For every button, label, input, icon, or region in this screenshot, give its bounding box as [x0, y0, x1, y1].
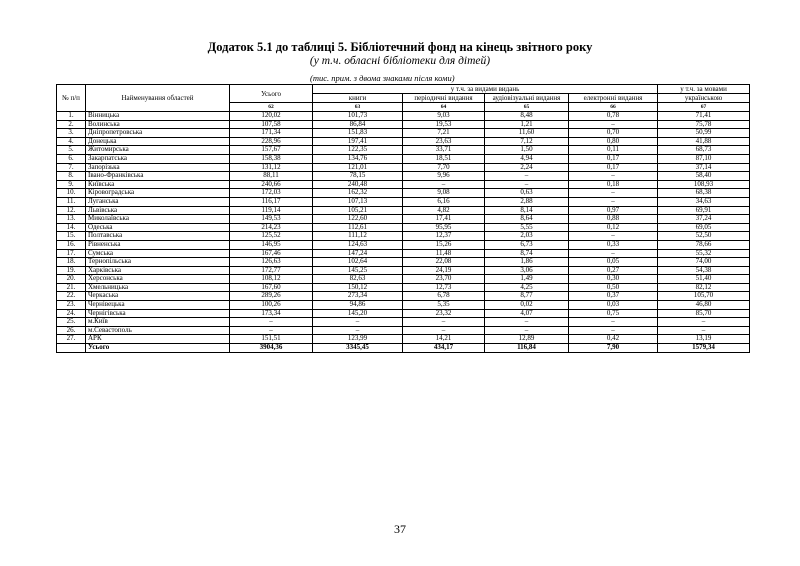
- books-cell: 122,35: [313, 146, 403, 155]
- region-name: Донецька: [86, 137, 230, 146]
- audiovisual-cell: 1,21: [485, 120, 569, 129]
- books-cell: –: [313, 318, 403, 327]
- audiovisual-cell: 1,50: [485, 146, 569, 155]
- total-cell: 100,26: [230, 301, 313, 310]
- books-cell: 240,48: [313, 180, 403, 189]
- row-number: 23.: [57, 301, 86, 310]
- periodicals-cell: 33,71: [403, 146, 485, 155]
- ukrainian-cell: 68,73: [658, 146, 750, 155]
- header-total: Усього: [230, 85, 313, 103]
- books-cell: 150,12: [313, 283, 403, 292]
- periodicals-cell: 23,63: [403, 137, 485, 146]
- electronic-cell: 0,05: [569, 258, 658, 267]
- total-cell: 240,66: [230, 180, 313, 189]
- electronic-cell: 0,80: [569, 137, 658, 146]
- books-cell: 145,25: [313, 266, 403, 275]
- total-ukrainian-cell: 1579,34: [658, 344, 750, 353]
- row-number: 17.: [57, 249, 86, 258]
- audiovisual-cell: –: [485, 326, 569, 335]
- periodicals-cell: 18,51: [403, 154, 485, 163]
- header-by-language: у т.ч. за мовами: [658, 85, 750, 94]
- audiovisual-cell: –: [485, 318, 569, 327]
- header-code: 63: [313, 103, 403, 112]
- row-number: 12.: [57, 206, 86, 215]
- table-row: [57, 240, 750, 249]
- row-number: 19.: [57, 266, 86, 275]
- audiovisual-cell: 7,12: [485, 137, 569, 146]
- total-cell: 158,38: [230, 154, 313, 163]
- audiovisual-cell: 8,48: [485, 112, 569, 121]
- audiovisual-cell: 4,25: [485, 283, 569, 292]
- periodicals-cell: 11,48: [403, 249, 485, 258]
- ukrainian-cell: 46,80: [658, 301, 750, 310]
- periodicals-cell: 9,03: [403, 112, 485, 121]
- periodicals-cell: 12,37: [403, 232, 485, 241]
- total-cell: 107,58: [230, 120, 313, 129]
- header-num: № п/п: [57, 85, 86, 112]
- table-row: [57, 249, 750, 258]
- table-row: [57, 301, 750, 310]
- books-cell: 111,12: [313, 232, 403, 241]
- region-name: Чернівецька: [86, 301, 230, 310]
- electronic-cell: 0,27: [569, 266, 658, 275]
- periodicals-cell: 9,08: [403, 189, 485, 198]
- total-cell: 173,34: [230, 309, 313, 318]
- region-name: Волинська: [86, 120, 230, 129]
- row-number: 11.: [57, 197, 86, 206]
- table-row: [57, 318, 750, 327]
- ukrainian-cell: 58,40: [658, 172, 750, 181]
- ukrainian-cell: 41,88: [658, 137, 750, 146]
- audiovisual-cell: 8,74: [485, 249, 569, 258]
- table-row: [57, 206, 750, 215]
- total-cell: 228,96: [230, 137, 313, 146]
- periodicals-cell: 12,73: [403, 283, 485, 292]
- header-name: Найменування областей: [86, 85, 230, 112]
- audiovisual-cell: 2,03: [485, 232, 569, 241]
- audiovisual-cell: 2,24: [485, 163, 569, 172]
- table-row: [57, 120, 750, 129]
- table-row: [57, 112, 750, 121]
- books-cell: 107,13: [313, 197, 403, 206]
- periodicals-cell: 9,96: [403, 172, 485, 181]
- row-number: 26.: [57, 326, 86, 335]
- books-cell: 273,34: [313, 292, 403, 301]
- books-cell: 124,63: [313, 240, 403, 249]
- books-cell: 102,64: [313, 258, 403, 267]
- region-name: Сумська: [86, 249, 230, 258]
- region-name: Луганська: [86, 197, 230, 206]
- electronic-cell: –: [569, 232, 658, 241]
- books-cell: –: [313, 326, 403, 335]
- page-number: 37: [394, 522, 406, 536]
- region-name: м.Севастополь: [86, 326, 230, 335]
- row-number: 25.: [57, 318, 86, 327]
- row-number: 4.: [57, 137, 86, 146]
- audiovisual-cell: 8,14: [485, 206, 569, 215]
- total-audiovisual-cell: 116,84: [485, 344, 569, 353]
- total-total-cell: 3904,36: [230, 344, 313, 353]
- total-cell: 289,26: [230, 292, 313, 301]
- audiovisual-cell: 4,07: [485, 309, 569, 318]
- row-number: 9.: [57, 180, 86, 189]
- row-number: 15.: [57, 232, 86, 241]
- header-code: 64: [403, 103, 485, 112]
- books-cell: 82,63: [313, 275, 403, 284]
- header-periodicals: періодичні видання: [403, 94, 485, 103]
- region-name: Київська: [86, 180, 230, 189]
- ukrainian-cell: 68,38: [658, 189, 750, 198]
- audiovisual-cell: 4,94: [485, 154, 569, 163]
- total-cell: 172,77: [230, 266, 313, 275]
- books-cell: 105,21: [313, 206, 403, 215]
- row-number: 21.: [57, 283, 86, 292]
- total-cell: 151,51: [230, 335, 313, 344]
- total-cell: 171,34: [230, 129, 313, 138]
- row-number: 27.: [57, 335, 86, 344]
- total-books-cell: 3345,45: [313, 344, 403, 353]
- total-label: Усього: [86, 344, 230, 353]
- table-row: [57, 309, 750, 318]
- ukrainian-cell: 105,70: [658, 292, 750, 301]
- row-number: 6.: [57, 154, 86, 163]
- periodicals-cell: 22,08: [403, 258, 485, 267]
- row-number: 16.: [57, 240, 86, 249]
- header-code: 62: [230, 103, 313, 112]
- ukrainian-cell: 55,32: [658, 249, 750, 258]
- ukrainian-cell: 87,10: [658, 154, 750, 163]
- row-number: 2.: [57, 120, 86, 129]
- electronic-cell: –: [569, 120, 658, 129]
- books-cell: 112,61: [313, 223, 403, 232]
- header-ukrainian: українською: [658, 94, 750, 103]
- header-by-type: у т.ч. за видами видань: [313, 85, 658, 94]
- total-cell: 167,46: [230, 249, 313, 258]
- audiovisual-cell: 2,88: [485, 197, 569, 206]
- total-cell: 172,03: [230, 189, 313, 198]
- row-number: 22.: [57, 292, 86, 301]
- row-number: 24.: [57, 309, 86, 318]
- ukrainian-cell: 54,38: [658, 266, 750, 275]
- row-number: 13.: [57, 215, 86, 224]
- audiovisual-cell: 8,64: [485, 215, 569, 224]
- table-row: [57, 129, 750, 138]
- ukrainian-cell: –: [658, 318, 750, 327]
- periodicals-cell: –: [403, 180, 485, 189]
- periodicals-cell: 17,41: [403, 215, 485, 224]
- row-number: 5.: [57, 146, 86, 155]
- books-cell: 121,01: [313, 163, 403, 172]
- table-row: [57, 283, 750, 292]
- audiovisual-cell: –: [485, 172, 569, 181]
- periodicals-cell: 7,21: [403, 129, 485, 138]
- audiovisual-cell: 1,49: [485, 275, 569, 284]
- table-row: [57, 197, 750, 206]
- page-subtitle: (у т.ч. обласні бібліотеки для дітей): [309, 55, 491, 67]
- ukrainian-cell: 78,66: [658, 240, 750, 249]
- audiovisual-cell: 0,63: [485, 189, 569, 198]
- ukrainian-cell: 69,91: [658, 206, 750, 215]
- table-row: [57, 180, 750, 189]
- electronic-cell: –: [569, 197, 658, 206]
- periodicals-cell: –: [403, 318, 485, 327]
- ukrainian-cell: 85,70: [658, 309, 750, 318]
- table-row: [57, 146, 750, 155]
- books-cell: 78,15: [313, 172, 403, 181]
- ukrainian-cell: 37,24: [658, 215, 750, 224]
- table-row: [57, 137, 750, 146]
- books-cell: 123,99: [313, 335, 403, 344]
- electronic-cell: 0,70: [569, 129, 658, 138]
- total-cell: –: [230, 326, 313, 335]
- header-code: 67: [658, 103, 750, 112]
- periodicals-cell: 5,35: [403, 301, 485, 310]
- total-cell: 146,95: [230, 240, 313, 249]
- books-cell: 86,84: [313, 120, 403, 129]
- audiovisual-cell: 1,86: [485, 258, 569, 267]
- total-electronic-cell: 7,90: [569, 344, 658, 353]
- region-name: Рівненська: [86, 240, 230, 249]
- periodicals-cell: 23,32: [403, 309, 485, 318]
- ukrainian-cell: 37,14: [658, 163, 750, 172]
- ukrainian-cell: 74,00: [658, 258, 750, 267]
- electronic-cell: 0,12: [569, 223, 658, 232]
- ukrainian-cell: 51,40: [658, 275, 750, 284]
- periodicals-cell: 19,53: [403, 120, 485, 129]
- page-title: Додаток 5.1 до таблиці 5. Бібліотечний фонд на кінець звітного року: [207, 40, 593, 54]
- region-name: Миколаївська: [86, 215, 230, 224]
- header-audiovisual: аудіовізуальні видання: [485, 94, 569, 103]
- region-name: Закарпатська: [86, 154, 230, 163]
- audiovisual-cell: 6,73: [485, 240, 569, 249]
- row-number: 20.: [57, 275, 86, 284]
- electronic-cell: –: [569, 172, 658, 181]
- ukrainian-cell: 75,78: [658, 120, 750, 129]
- region-name: Полтавська: [86, 232, 230, 241]
- electronic-cell: –: [569, 318, 658, 327]
- electronic-cell: 0,97: [569, 206, 658, 215]
- total-cell: 126,63: [230, 258, 313, 267]
- total-cell: 131,12: [230, 163, 313, 172]
- total-row: [57, 344, 750, 353]
- ukrainian-cell: –: [658, 326, 750, 335]
- table-row: [57, 172, 750, 181]
- table-row: [57, 326, 750, 335]
- periodicals-cell: 7,70: [403, 163, 485, 172]
- electronic-cell: 0,18: [569, 180, 658, 189]
- total-cell: 214,23: [230, 223, 313, 232]
- region-name: Львівська: [86, 206, 230, 215]
- region-name: Вінницька: [86, 112, 230, 121]
- books-cell: 162,32: [313, 189, 403, 198]
- periodicals-cell: 4,82: [403, 206, 485, 215]
- row-number: 7.: [57, 163, 86, 172]
- ukrainian-cell: 34,63: [658, 197, 750, 206]
- electronic-cell: 0,50: [569, 283, 658, 292]
- electronic-cell: 0,17: [569, 163, 658, 172]
- table-row: [57, 223, 750, 232]
- total-cell: 157,67: [230, 146, 313, 155]
- total-cell: 125,52: [230, 232, 313, 241]
- periodicals-cell: 14,21: [403, 335, 485, 344]
- audiovisual-cell: 0,02: [485, 301, 569, 310]
- table-row: [57, 258, 750, 267]
- region-name: Харківська: [86, 266, 230, 275]
- total-cell: 149,53: [230, 215, 313, 224]
- ukrainian-cell: 52,50: [658, 232, 750, 241]
- periodicals-cell: 95,95: [403, 223, 485, 232]
- electronic-cell: –: [569, 249, 658, 258]
- periodicals-cell: 6,78: [403, 292, 485, 301]
- row-number: 18.: [57, 258, 86, 267]
- electronic-cell: 0,03: [569, 301, 658, 310]
- books-cell: 197,41: [313, 137, 403, 146]
- region-name: Хмельницька: [86, 283, 230, 292]
- electronic-cell: 0,75: [569, 309, 658, 318]
- region-name: Чернігівська: [86, 309, 230, 318]
- table-row: [57, 266, 750, 275]
- ukrainian-cell: 50,99: [658, 129, 750, 138]
- electronic-cell: 0,30: [569, 275, 658, 284]
- ukrainian-cell: 108,93: [658, 180, 750, 189]
- electronic-cell: 0,17: [569, 154, 658, 163]
- region-name: АРК: [86, 335, 230, 344]
- region-name: Херсонська: [86, 275, 230, 284]
- region-name: Івано-Франківська: [86, 172, 230, 181]
- total-cell: 116,17: [230, 197, 313, 206]
- periodicals-cell: 15,26: [403, 240, 485, 249]
- region-name: Кіровоградська: [86, 189, 230, 198]
- electronic-cell: 0,33: [569, 240, 658, 249]
- row-number: 1.: [57, 112, 86, 121]
- ukrainian-cell: 13,19: [658, 335, 750, 344]
- table-row: [57, 275, 750, 284]
- table-row: [57, 163, 750, 172]
- periodicals-cell: 24,19: [403, 266, 485, 275]
- books-cell: 145,20: [313, 309, 403, 318]
- total-cell: –: [230, 318, 313, 327]
- total-cell: 119,14: [230, 206, 313, 215]
- total-cell: 108,12: [230, 275, 313, 284]
- books-cell: 151,83: [313, 129, 403, 138]
- region-name: Тернопільська: [86, 258, 230, 267]
- electronic-cell: 0,78: [569, 112, 658, 121]
- electronic-cell: 0,11: [569, 146, 658, 155]
- region-name: Черкаська: [86, 292, 230, 301]
- audiovisual-cell: –: [485, 180, 569, 189]
- table-row: [57, 335, 750, 344]
- ukrainian-cell: 69,05: [658, 223, 750, 232]
- audiovisual-cell: 8,77: [485, 292, 569, 301]
- row-number: 8.: [57, 172, 86, 181]
- ukrainian-cell: 82,12: [658, 283, 750, 292]
- region-name: Запорізька: [86, 163, 230, 172]
- total-periodicals-cell: 434,17: [403, 344, 485, 353]
- periodicals-cell: 6,16: [403, 197, 485, 206]
- region-name: Дніпропетровська: [86, 129, 230, 138]
- table-body: [57, 112, 750, 353]
- total-cell: 88,11: [230, 172, 313, 181]
- total-row-number: [57, 344, 86, 353]
- region-name: Одеська: [86, 223, 230, 232]
- header-code: 65: [485, 103, 569, 112]
- total-cell: 167,60: [230, 283, 313, 292]
- electronic-cell: –: [569, 326, 658, 335]
- electronic-cell: 0,42: [569, 335, 658, 344]
- library-fund-table: [56, 84, 750, 353]
- region-name: Житомирська: [86, 146, 230, 155]
- audiovisual-cell: 11,60: [485, 129, 569, 138]
- row-number: 3.: [57, 129, 86, 138]
- periodicals-cell: –: [403, 326, 485, 335]
- table-row: [57, 232, 750, 241]
- electronic-cell: –: [569, 189, 658, 198]
- units-note: (тис. прим. з двома знаками після коми): [310, 73, 455, 83]
- books-cell: 94,86: [313, 301, 403, 310]
- table-row: [57, 189, 750, 198]
- table-row: [57, 154, 750, 163]
- books-cell: 134,76: [313, 154, 403, 163]
- audiovisual-cell: 3,06: [485, 266, 569, 275]
- header-electronic: електронні видання: [569, 94, 658, 103]
- header-books: книги: [313, 94, 403, 103]
- books-cell: 147,24: [313, 249, 403, 258]
- electronic-cell: 0,37: [569, 292, 658, 301]
- audiovisual-cell: 12,89: [485, 335, 569, 344]
- total-cell: 120,02: [230, 112, 313, 121]
- row-number: 10.: [57, 189, 86, 198]
- header-code: 66: [569, 103, 658, 112]
- books-cell: 101,73: [313, 112, 403, 121]
- region-name: м.Київ: [86, 318, 230, 327]
- table-row: [57, 292, 750, 301]
- electronic-cell: 0,88: [569, 215, 658, 224]
- periodicals-cell: 23,70: [403, 275, 485, 284]
- ukrainian-cell: 71,41: [658, 112, 750, 121]
- audiovisual-cell: 5,55: [485, 223, 569, 232]
- books-cell: 122,60: [313, 215, 403, 224]
- table-row: [57, 215, 750, 224]
- row-number: 14.: [57, 223, 86, 232]
